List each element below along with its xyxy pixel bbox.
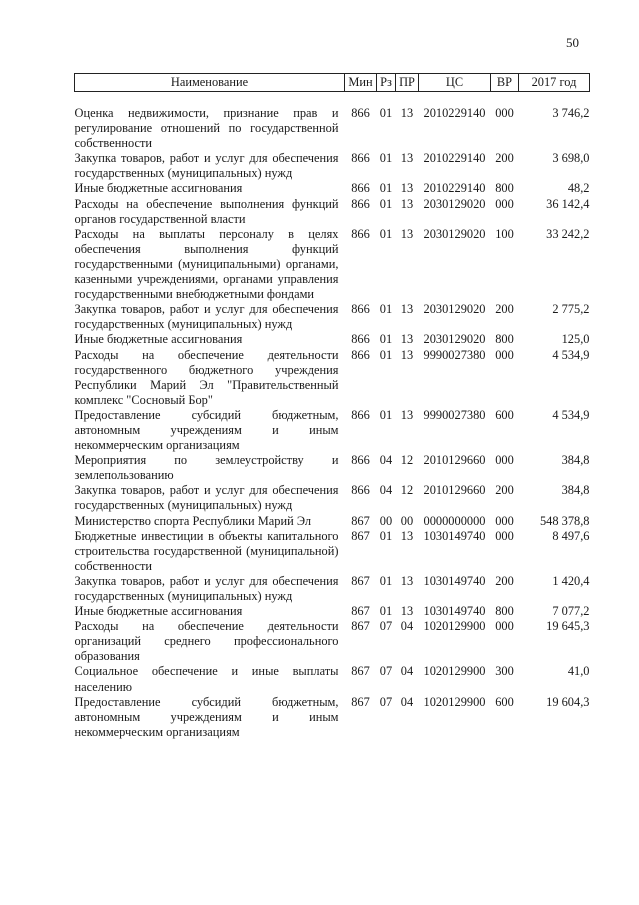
header-pr: ПР	[396, 74, 419, 92]
row-cs: 1030149740	[423, 528, 486, 543]
page-number: 50	[566, 35, 579, 50]
row-rz: 01	[379, 407, 393, 422]
row-min: 866	[351, 453, 370, 468]
row-rz: 01	[379, 332, 393, 347]
row-rz: 01	[379, 181, 393, 196]
row-name: Иные бюджетные ассигнования	[74, 604, 243, 619]
row-cs: 1030149740	[423, 604, 486, 619]
row-amount: 33 242,2	[546, 226, 590, 241]
row-amount: 548 378,8	[539, 513, 590, 528]
row-pr: 13	[400, 151, 414, 166]
row-vr: 800	[495, 604, 514, 619]
row-min: 866	[351, 347, 370, 362]
row-name: Закупка товаров, работ и услуг для обеспечения государственных (муниципальных) нужд	[74, 483, 339, 513]
row-vr: 000	[495, 196, 514, 211]
row-pr: 04	[400, 619, 414, 634]
row-cs: 1020129900	[423, 664, 486, 679]
row-pr: 13	[400, 226, 414, 241]
table-row	[75, 529, 590, 574]
row-cs: 2030129020	[423, 196, 486, 211]
row-pr: 13	[400, 196, 414, 211]
row-rz: 07	[379, 694, 393, 709]
header-min: Мин	[345, 74, 377, 92]
row-min: 866	[351, 226, 370, 241]
row-name: Расходы на обеспечение выполнения функций органов государственной власти	[74, 196, 339, 226]
row-vr: 000	[495, 453, 514, 468]
row-pr: 13	[400, 302, 414, 317]
table-header-row	[75, 74, 590, 92]
row-pr: 12	[400, 483, 414, 498]
table-row	[75, 197, 590, 227]
row-amount: 4 534,9	[552, 407, 590, 422]
row-vr: 200	[495, 573, 514, 588]
row-amount: 36 142,4	[546, 196, 590, 211]
row-min: 866	[351, 407, 370, 422]
row-amount: 125,0	[561, 332, 590, 347]
row-rz: 01	[379, 302, 393, 317]
row-vr: 000	[495, 528, 514, 543]
row-name: Оценка недвижимости, признание прав и регулирование отношений по государственной собственности	[74, 106, 339, 151]
row-rz: 04	[379, 453, 393, 468]
row-min: 866	[351, 332, 370, 347]
row-name: Предоставление субсидий бюджетным, автономным учреждениям и иным некоммерческим организациям	[74, 407, 339, 453]
row-name: Иные бюджетные ассигнования	[74, 332, 243, 347]
row-name: Закупка товаров, работ и услуг для обеспечения государственных (муниципальных) нужд	[74, 151, 339, 181]
row-name: Социальное обеспечение и иные выплаты населению	[74, 664, 339, 694]
row-rz: 07	[379, 664, 393, 679]
row-pr: 13	[400, 181, 414, 196]
row-amount: 384,8	[561, 453, 590, 468]
row-name: Бюджетные инвестиции в объекты капитального строительства государственной (муниципальной) собственности	[74, 528, 339, 573]
row-amount: 41,0	[567, 664, 590, 679]
row-vr: 300	[495, 664, 514, 679]
header-rz: Рз	[377, 74, 396, 92]
row-vr: 600	[495, 407, 514, 422]
row-vr: 600	[495, 694, 514, 709]
row-min: 867	[351, 513, 370, 528]
row-amount: 19 604,3	[546, 694, 590, 709]
row-min: 866	[351, 302, 370, 317]
row-rz: 01	[379, 528, 393, 543]
row-cs: 2010129660	[423, 453, 486, 468]
table-row	[75, 604, 590, 619]
header-vr: ВР	[491, 74, 519, 92]
row-min: 866	[351, 196, 370, 211]
row-amount: 3 746,2	[552, 106, 590, 120]
table-row	[75, 453, 590, 483]
budget-table	[74, 73, 590, 740]
row-cs: 9990027380	[423, 347, 486, 362]
row-vr: 000	[495, 513, 514, 528]
row-cs: 1020129900	[423, 694, 486, 709]
row-name: Министерство спорта Республики Марий Эл	[74, 513, 312, 528]
row-vr: 000	[495, 619, 514, 634]
row-cs: 2010229140	[423, 151, 486, 166]
row-min: 866	[351, 106, 370, 120]
row-cs: 2010229140	[423, 106, 486, 120]
row-amount: 7 077,2	[552, 604, 590, 619]
row-vr: 000	[495, 106, 514, 120]
row-name: Иные бюджетные ассигнования	[74, 181, 243, 196]
row-vr: 800	[495, 332, 514, 347]
row-vr: 800	[495, 181, 514, 196]
table-row	[75, 302, 590, 332]
row-cs: 2010129660	[423, 483, 486, 498]
row-name: Закупка товаров, работ и услуг для обеспечения государственных (муниципальных) нужд	[74, 302, 339, 332]
row-name: Закупка товаров, работ и услуг для обеспечения государственных (муниципальных) нужд	[74, 573, 339, 603]
table-row	[75, 181, 590, 196]
row-rz: 01	[379, 347, 393, 362]
header-name: Наименование	[75, 74, 345, 92]
row-min: 867	[351, 619, 370, 634]
row-pr: 12	[400, 453, 414, 468]
row-min: 866	[351, 151, 370, 166]
row-amount: 8 497,6	[552, 528, 590, 543]
row-name: Мероприятия по землеустройству и землепользованию	[74, 453, 339, 483]
row-rz: 01	[379, 604, 393, 619]
row-cs: 2010229140	[423, 181, 486, 196]
row-rz: 01	[379, 106, 393, 120]
row-pr: 13	[400, 347, 414, 362]
row-pr: 04	[400, 694, 414, 709]
row-pr: 13	[400, 573, 414, 588]
row-name: Расходы на обеспечение деятельности организаций среднего профессионального образования	[74, 619, 339, 664]
row-amount: 3 698,0	[552, 151, 590, 166]
table-row	[75, 483, 590, 513]
row-vr: 200	[495, 151, 514, 166]
table-row	[75, 574, 590, 604]
row-vr: 200	[495, 302, 514, 317]
row-min: 866	[351, 483, 370, 498]
row-cs: 2030129020	[423, 226, 486, 241]
row-pr: 13	[400, 604, 414, 619]
row-min: 867	[351, 528, 370, 543]
row-cs: 0000000000	[423, 513, 486, 528]
table-row	[75, 664, 590, 694]
row-min: 867	[351, 664, 370, 679]
row-amount: 4 534,9	[552, 347, 590, 362]
table-row	[75, 619, 590, 664]
row-amount: 19 645,3	[546, 619, 590, 634]
row-vr: 000	[495, 347, 514, 362]
row-vr: 200	[495, 483, 514, 498]
table-row	[75, 695, 590, 740]
row-rz: 04	[379, 483, 393, 498]
header-year: 2017 год	[519, 74, 590, 92]
row-min: 867	[351, 604, 370, 619]
row-vr: 100	[495, 226, 514, 241]
row-cs: 1030149740	[423, 573, 486, 588]
header-cs: ЦС	[419, 74, 491, 92]
table-header	[75, 74, 590, 92]
row-min: 866	[351, 181, 370, 196]
table-row	[75, 332, 590, 347]
row-pr: 13	[400, 407, 414, 422]
row-min: 867	[351, 694, 370, 709]
table-row	[75, 514, 590, 529]
row-amount: 384,8	[561, 483, 590, 498]
row-pr: 13	[400, 332, 414, 347]
row-rz: 01	[379, 151, 393, 166]
table-body	[75, 92, 590, 740]
row-amount: 2 775,2	[552, 302, 590, 317]
table-row	[75, 151, 590, 181]
row-cs: 9990027380	[423, 407, 486, 422]
row-name: Расходы на выплаты персоналу в целях обеспечения выполнения функций государственными (муниципальными) органами, казенными учреждениями, органами управления государственными внебюджетными фондами	[74, 226, 339, 302]
table-row	[75, 348, 590, 408]
row-name: Предоставление субсидий бюджетным, автономным учреждениям и иным некоммерческим организациям	[74, 694, 339, 739]
row-cs: 2030129020	[423, 302, 486, 317]
row-min: 867	[351, 573, 370, 588]
row-amount: 1 420,4	[552, 573, 590, 588]
row-pr: 13	[400, 106, 414, 120]
row-cs: 2030129020	[423, 332, 486, 347]
table-row	[75, 92, 590, 152]
row-pr: 00	[400, 513, 414, 528]
row-rz: 07	[379, 619, 393, 634]
row-pr: 04	[400, 664, 414, 679]
table-row	[75, 227, 590, 302]
row-rz: 01	[379, 226, 393, 241]
row-rz: 01	[379, 196, 393, 211]
row-rz: 01	[379, 573, 393, 588]
row-amount: 48,2	[567, 181, 590, 196]
row-pr: 13	[400, 528, 414, 543]
row-rz: 00	[379, 513, 393, 528]
row-name: Расходы на обеспечение деятельности государственного бюджетного учреждения Республики Марий Эл "Правительственный комплекс "Сосновый Бор"	[74, 347, 339, 407]
row-cs: 1020129900	[423, 619, 486, 634]
table-row	[75, 408, 590, 453]
